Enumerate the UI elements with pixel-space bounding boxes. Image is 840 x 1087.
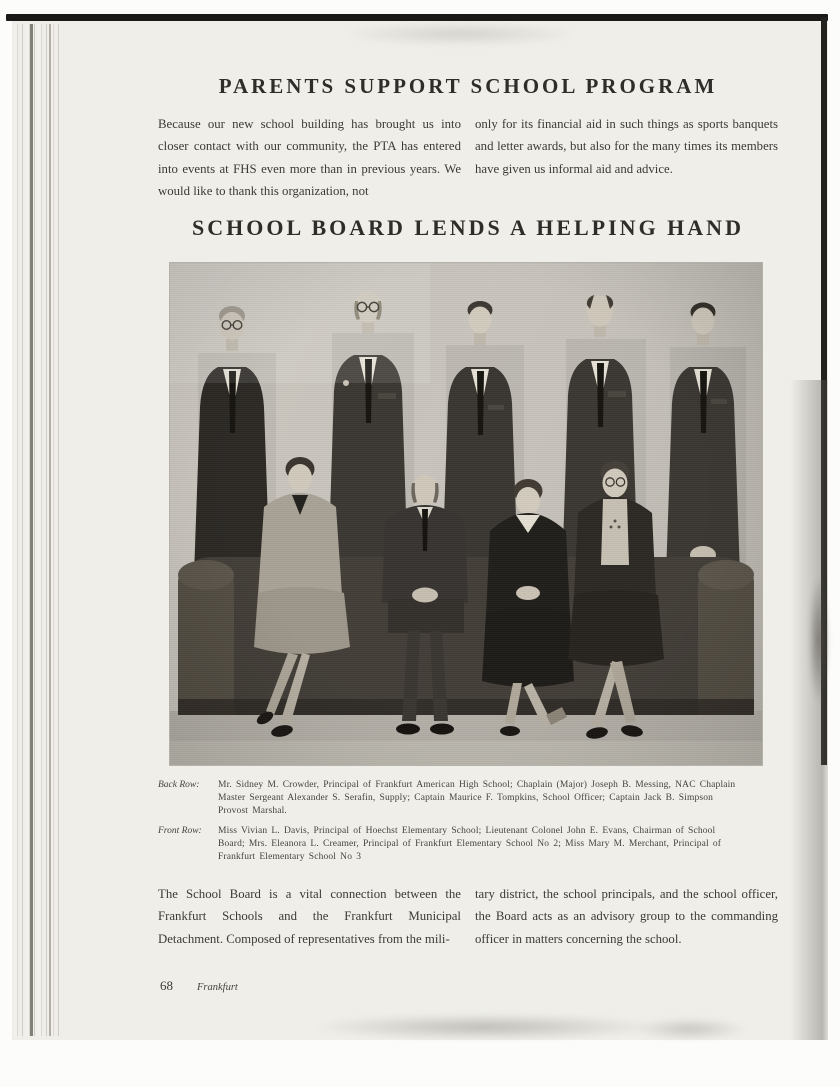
photo-caption bbox=[158, 779, 776, 871]
caption-front-row-label: Front Row: bbox=[158, 826, 202, 836]
couch-left-arm bbox=[178, 560, 234, 715]
page-stack-edge-line bbox=[30, 24, 33, 1036]
book-title-folio: Frankfurt bbox=[197, 982, 238, 993]
book-cover-top-edge bbox=[6, 14, 828, 21]
caption-line: Miss Vivian L. Davis, Principal of Hoechst Elementary School; Lieutenant Colonel John E. Evans, Chairman of School bbox=[218, 826, 716, 836]
scan-smudge bbox=[340, 22, 580, 46]
caption-line: Mr. Sidney M. Crowder, Principal of Frankfurt American High School; Chaplain (Major) Joseph B. Messing, NAC Chaplain bbox=[218, 780, 736, 790]
school-board-paragraph-right-column: tary district, the school principals, and the school officer, the Board acts as an advisory group to the commanding officer in matters concerning the school. bbox=[475, 887, 778, 946]
couch-right-arm bbox=[698, 560, 754, 715]
parents-paragraph bbox=[158, 113, 778, 203]
school-board-paragraph bbox=[158, 883, 778, 950]
scan-smudge bbox=[808, 575, 830, 705]
scan-smudge bbox=[315, 1014, 655, 1040]
page-footer bbox=[160, 978, 238, 994]
article-title-parents: PARENTS SUPPORT SCHOOL PROGRAM bbox=[218, 74, 718, 98]
caption-front-row-text bbox=[218, 825, 776, 864]
parents-paragraph-right-column: only for its financial aid in such things as sports banquets and letter awards, but also for the many times its members have given us informal aid and advice. bbox=[475, 117, 778, 176]
caption-line: Master Sergeant Alexander S. Serafin, Supply; Captain Maurice F. Tompkins, School Officer; Captain Jack B. Simpson bbox=[218, 793, 714, 803]
caption-back-row-label: Back Row: bbox=[158, 780, 200, 790]
scan-smudge bbox=[635, 1018, 745, 1040]
page-number: 68 bbox=[160, 978, 173, 993]
page-stack-edge-line bbox=[49, 24, 51, 1036]
caption-line: Board; Mrs. Eleanora L. Creamer, Principal of Frankfurt Elementary School No 2; Miss Mary M. Merchant, Principal of bbox=[218, 839, 722, 849]
group-photo-illustration bbox=[170, 263, 762, 765]
page-curl-shadow bbox=[790, 380, 828, 1040]
caption-back-row-text bbox=[218, 779, 776, 818]
school-board-paragraph-left-column: The School Board is a vital connection between the Frankfurt Schools and the Frankfurt Municipal Detachment. Composed of representatives from the mili- bbox=[158, 887, 461, 946]
article-title-school-board: SCHOOL BOARD LENDS A HELPING HAND bbox=[192, 215, 744, 240]
school-board-group-photo bbox=[170, 263, 762, 765]
caption-back-row bbox=[158, 779, 776, 818]
caption-line: Frankfurt Elementary School No 3 bbox=[218, 852, 362, 862]
parents-paragraph-left-column: Because our new school building has brought us into closer contact with our community, the PTA has entered into events at FHS even more than in previous years. We would like to thank this organization, not bbox=[158, 117, 461, 199]
page-stack-edges bbox=[14, 24, 60, 1036]
caption-front-row bbox=[158, 825, 776, 864]
caption-line: Provost Marshal. bbox=[218, 806, 287, 816]
